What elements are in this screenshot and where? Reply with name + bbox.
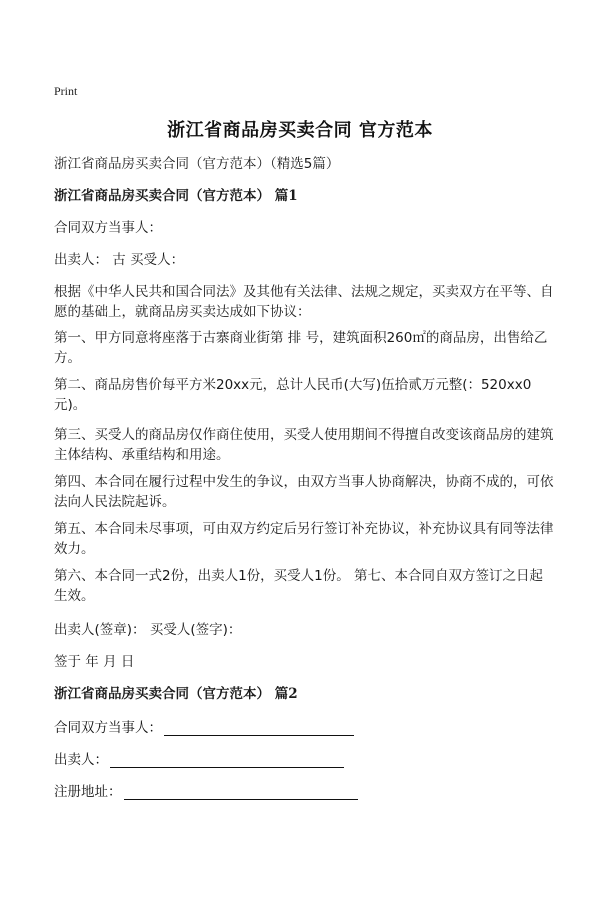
field-label: 合同双方当事人： <box>54 720 162 736</box>
field-label: 出卖人： <box>54 752 108 768</box>
section1-clause6: 第六、本合同一式2份，出卖人1份，买受人1份。 第七、本合同自双方签订之日起生效。 <box>54 568 544 604</box>
section1-clause5: 第五、本合同未尽事项，可由双方约定后另行签订补充协议，补充协议具有同等法律效力。 <box>54 521 554 557</box>
page-title: 浙江省商品房买卖合同 官方范本 <box>167 120 433 141</box>
blank-line <box>164 720 354 736</box>
section2-field-seller <box>54 748 344 768</box>
section2-heading: 浙江省商品房买卖合同（官方范本） 篇2 <box>54 686 298 702</box>
section2-field-address <box>54 780 358 800</box>
section1-clause2: 第二、商品房售价每平方米20xx元，总计人民币(大写)伍拾贰万元整(：520xx0 元)。 <box>54 377 532 413</box>
section1-heading: 浙江省商品房买卖合同（官方范本） 篇1 <box>54 188 298 204</box>
subtitle: 浙江省商品房买卖合同（官方范本）（精选5篇） <box>54 156 340 172</box>
section1-date: 签于 年 月 日 <box>54 654 135 670</box>
section1-clause1: 第一、甲方同意将座落于古寨商业街第 排 号，建筑面积260㎡的商品房，出售给乙方。 <box>54 330 548 366</box>
field-label: 注册地址： <box>54 784 122 800</box>
section1-parties-intro: 合同双方当事人： <box>54 220 162 236</box>
section1-parties: 出卖人： 古 买受人： <box>54 252 185 268</box>
print-label[interactable]: Print <box>54 84 78 98</box>
section2-field-parties <box>54 716 354 736</box>
section1-clause4: 第四、本合同在履行过程中发生的争议，由双方当事人协商解决，协商不成的，可依法向人民法院起诉。 <box>54 474 554 510</box>
section1-signatures: 出卖人(签章)： 买受人(签字)： <box>54 622 242 638</box>
blank-line <box>124 784 358 800</box>
section1-clause3: 第三、买受人的商品房仅作商住使用，买受人使用期间不得擅自改变该商品房的建筑主体结构、承重结构和用途。 <box>54 427 554 463</box>
blank-line <box>110 752 344 768</box>
section1-basis: 根据《中华人民共和国合同法》及其他有关法律、法规之规定，买卖双方在平等、自愿的基础上，就商品房买卖达成如下协议： <box>54 284 554 320</box>
